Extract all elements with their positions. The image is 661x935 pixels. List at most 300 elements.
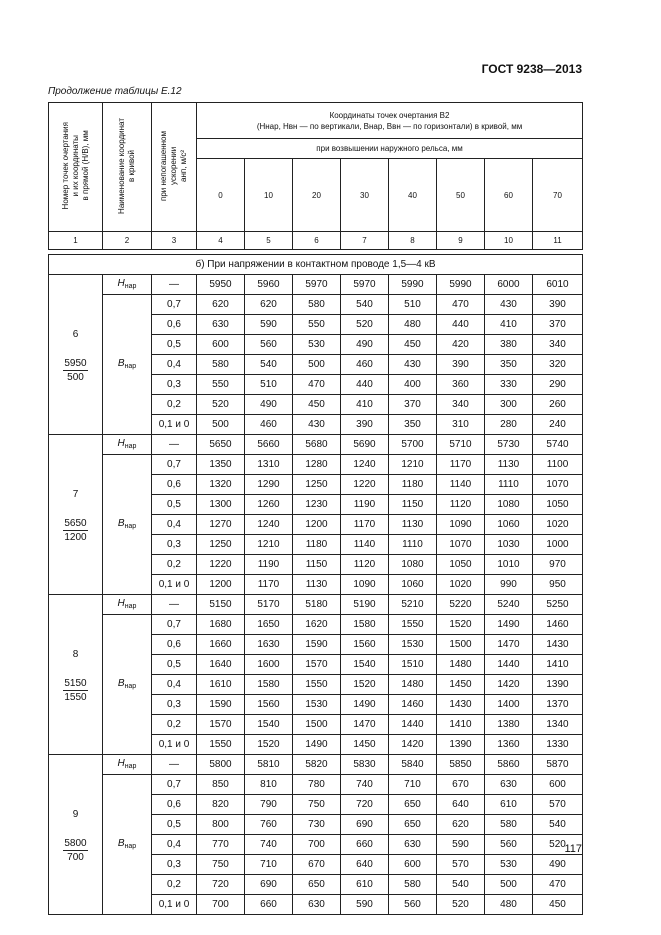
fraction-bottom: 1550 (64, 691, 87, 703)
b-value: 1350 (197, 455, 245, 475)
b-value: 700 (197, 895, 245, 915)
h-value: 5970 (341, 275, 389, 295)
point-number: 6 (72, 328, 79, 340)
b-value: 1200 (293, 515, 341, 535)
b-value: 1660 (197, 635, 245, 655)
b-value: 410 (341, 395, 389, 415)
b-subscript: нар (124, 682, 137, 690)
b-value: 1080 (485, 495, 533, 515)
b-value: 1470 (341, 715, 389, 735)
b-value: 430 (485, 295, 533, 315)
b-value: 1520 (341, 675, 389, 695)
b-value: 580 (389, 875, 437, 895)
h-value: 6010 (533, 275, 583, 295)
b-value: 990 (485, 575, 533, 595)
b-value: 560 (245, 335, 293, 355)
h-subscript: нар (124, 282, 137, 290)
standard-designation: ГОСТ 9238—2013 (481, 62, 582, 76)
b-value: 540 (245, 355, 293, 375)
section-title: б) При напряжении в контактном проводе 1,5—4 кВ (49, 255, 583, 275)
point-fraction (63, 518, 87, 543)
b-value: 530 (485, 855, 533, 875)
b-symbol: B (117, 517, 125, 529)
accel-value: 0,7 (152, 295, 197, 315)
fraction-top: 5650 (64, 517, 87, 529)
point-number-cell (49, 435, 103, 595)
b-value: 360 (437, 375, 485, 395)
accel-value: 0,5 (152, 815, 197, 835)
b-value: 1510 (389, 655, 437, 675)
fraction-bottom: 1200 (64, 531, 87, 543)
b-value: 1200 (197, 575, 245, 595)
b-value: 1470 (485, 635, 533, 655)
b-value: 690 (341, 815, 389, 835)
header-coord-name (103, 103, 152, 232)
b-value: 1340 (533, 715, 583, 735)
h-value: 5820 (293, 755, 341, 775)
b-value: 1140 (341, 535, 389, 555)
b-value: 1610 (197, 675, 245, 695)
b-value: 310 (437, 415, 485, 435)
b-value: 1590 (197, 695, 245, 715)
b-value: 380 (485, 335, 533, 355)
accel-value: 0,4 (152, 675, 197, 695)
b-value: 1110 (389, 535, 437, 555)
h-label (103, 595, 152, 615)
b-value: 1260 (245, 495, 293, 515)
b-label (103, 455, 152, 595)
h-row (49, 275, 583, 295)
b-value: 1420 (485, 675, 533, 695)
h-value: 5800 (197, 755, 245, 775)
b-value: 670 (293, 855, 341, 875)
b-value: 620 (245, 295, 293, 315)
b-value: 1490 (341, 695, 389, 715)
fraction-top: 5800 (64, 837, 87, 849)
b-value: 1490 (293, 735, 341, 755)
b-value: 330 (485, 375, 533, 395)
b-value: 660 (341, 835, 389, 855)
b-value: 720 (197, 875, 245, 895)
b-value: 660 (245, 895, 293, 915)
accel-value: 0,3 (152, 375, 197, 395)
h-subscript: нар (124, 762, 137, 770)
b-value: 690 (245, 875, 293, 895)
b-value: 1080 (389, 555, 437, 575)
point-number-cell (49, 275, 103, 435)
b-value: 500 (485, 875, 533, 895)
b-label (103, 615, 152, 755)
b-value: 1090 (437, 515, 485, 535)
b-value: 560 (485, 835, 533, 855)
b-subscript: нар (124, 362, 137, 370)
accel-value: 0,5 (152, 655, 197, 675)
b-value: 1170 (437, 455, 485, 475)
b-value: 550 (293, 315, 341, 335)
b-value: 1390 (533, 675, 583, 695)
b-value: 1250 (293, 475, 341, 495)
b-value: 1230 (293, 495, 341, 515)
b-value: 1460 (533, 615, 583, 635)
b-value: 1630 (245, 635, 293, 655)
b-value: 1000 (533, 535, 583, 555)
b-value: 1560 (341, 635, 389, 655)
b-value: 1550 (389, 615, 437, 635)
b-value: 390 (341, 415, 389, 435)
b-value: 710 (389, 775, 437, 795)
elevation-header: 60 (485, 159, 533, 232)
b-value: 500 (197, 415, 245, 435)
b-value: 1520 (437, 615, 485, 635)
accel-value: 0,3 (152, 695, 197, 715)
header-acceleration-top (152, 103, 197, 232)
b-value: 1590 (293, 635, 341, 655)
b-value: 350 (389, 415, 437, 435)
b-value: 1280 (293, 455, 341, 475)
b-value: 1070 (437, 535, 485, 555)
b-value: 1410 (437, 715, 485, 735)
b-value: 760 (245, 815, 293, 835)
b-value: 590 (341, 895, 389, 915)
fraction-top: 5950 (64, 357, 87, 369)
b-value: 490 (533, 855, 583, 875)
b-value: 1430 (437, 695, 485, 715)
b-value: 1120 (437, 495, 485, 515)
b-value: 1300 (197, 495, 245, 515)
accel-value: 0,4 (152, 835, 197, 855)
b-value: 1530 (293, 695, 341, 715)
b-value: 1650 (245, 615, 293, 635)
h-value: 6000 (485, 275, 533, 295)
b-value: 1120 (341, 555, 389, 575)
b-value: 480 (485, 895, 533, 915)
h-value: 5830 (341, 755, 389, 775)
b-value: 650 (389, 795, 437, 815)
b-value: 1290 (245, 475, 293, 495)
point-number: 8 (72, 648, 79, 660)
b-value: 410 (485, 315, 533, 335)
b-value: 630 (485, 775, 533, 795)
b-value: 1640 (197, 655, 245, 675)
b-value: 1180 (293, 535, 341, 555)
b-value: 1310 (245, 455, 293, 475)
b-value: 740 (341, 775, 389, 795)
b-value: 500 (293, 355, 341, 375)
elevation-header: 40 (389, 159, 437, 232)
accel-value: 0,5 (152, 335, 197, 355)
b-value: 1390 (437, 735, 485, 755)
b-value: 520 (341, 315, 389, 335)
point-number-cell (49, 595, 103, 755)
b-value: 750 (197, 855, 245, 875)
b-value: 580 (197, 355, 245, 375)
h-value: 5700 (389, 435, 437, 455)
b-value: 820 (197, 795, 245, 815)
b-value: 280 (485, 415, 533, 435)
h-value: 5850 (437, 755, 485, 775)
b-value: 1550 (197, 735, 245, 755)
b-value: 370 (533, 315, 583, 335)
b-symbol: B (117, 837, 125, 849)
column-number: 8 (389, 232, 437, 250)
coords-title-line1: Координаты точек очертания В2 (329, 110, 450, 120)
b-value: 610 (341, 875, 389, 895)
b-label (103, 295, 152, 435)
h-value: 5810 (245, 755, 293, 775)
b-value: 400 (389, 375, 437, 395)
b-value: 1530 (389, 635, 437, 655)
b-value: 630 (197, 315, 245, 335)
coordinates-table (48, 102, 583, 915)
b-value: 320 (533, 355, 583, 375)
b-value: 1250 (197, 535, 245, 555)
b-value: 700 (293, 835, 341, 855)
b-value: 780 (293, 775, 341, 795)
b-value: 1370 (533, 695, 583, 715)
b-value: 1580 (341, 615, 389, 635)
b-value: 1440 (485, 655, 533, 675)
h-accel: — (152, 595, 197, 615)
b-value: 1450 (437, 675, 485, 695)
column-number: 11 (533, 232, 583, 250)
b-value: 340 (437, 395, 485, 415)
h-value: 5990 (437, 275, 485, 295)
b-value: 1190 (245, 555, 293, 575)
accel-value: 0,2 (152, 555, 197, 575)
column-number: 5 (245, 232, 293, 250)
h-value: 5220 (437, 595, 485, 615)
h-value: 5970 (293, 275, 341, 295)
b-value: 560 (389, 895, 437, 915)
b-value: 770 (197, 835, 245, 855)
b-value: 260 (533, 395, 583, 415)
h-value: 5990 (389, 275, 437, 295)
b-value: 800 (197, 815, 245, 835)
b-value: 670 (437, 775, 485, 795)
h-value: 5860 (485, 755, 533, 775)
h-row (49, 435, 583, 455)
header-coords-title (197, 103, 583, 139)
page-number: 117 (564, 843, 582, 855)
h-row (49, 595, 583, 615)
b-value: 1010 (485, 555, 533, 575)
h-value: 5710 (437, 435, 485, 455)
b-row (49, 775, 583, 795)
b-value: 1180 (389, 475, 437, 495)
accel-value: 0,3 (152, 535, 197, 555)
b-value: 1460 (389, 695, 437, 715)
b-value: 1420 (389, 735, 437, 755)
b-value: 540 (533, 815, 583, 835)
accel-value: 0,5 (152, 495, 197, 515)
h-value: 5150 (197, 595, 245, 615)
b-value: 730 (293, 815, 341, 835)
fraction-bottom: 500 (67, 371, 84, 383)
b-value: 1060 (485, 515, 533, 535)
b-value: 450 (389, 335, 437, 355)
b-value: 1410 (533, 655, 583, 675)
header-elevation-title: при возвышении наружного рельса, мм (197, 139, 583, 159)
b-value: 1540 (341, 655, 389, 675)
b-value: 1130 (293, 575, 341, 595)
elevation-header: 20 (293, 159, 341, 232)
b-value: 580 (293, 295, 341, 315)
b-value: 570 (437, 855, 485, 875)
b-value: 620 (437, 815, 485, 835)
b-value: 1150 (293, 555, 341, 575)
b-value: 490 (245, 395, 293, 415)
b-value: 640 (341, 855, 389, 875)
h-symbol: H (117, 757, 125, 769)
h-value: 5190 (341, 595, 389, 615)
b-value: 1580 (245, 675, 293, 695)
elevation-header: 50 (437, 159, 485, 232)
h-subscript: нар (124, 442, 137, 450)
b-value: 1210 (245, 535, 293, 555)
b-value: 1270 (197, 515, 245, 535)
accel-value: 0,1 и 0 (152, 575, 197, 595)
h-symbol: H (117, 277, 125, 289)
b-value: 600 (533, 775, 583, 795)
b-value: 1480 (437, 655, 485, 675)
accel-value: 0,7 (152, 775, 197, 795)
b-value: 1560 (245, 695, 293, 715)
b-value: 290 (533, 375, 583, 395)
b-value: 460 (245, 415, 293, 435)
h-value: 5250 (533, 595, 583, 615)
fraction-top: 5150 (64, 677, 87, 689)
column-number: 2 (103, 232, 152, 250)
b-value: 350 (485, 355, 533, 375)
b-value: 1520 (245, 735, 293, 755)
b-value: 1240 (245, 515, 293, 535)
b-value: 1020 (533, 515, 583, 535)
coords-title-line2: (Hнар, Hвн — по вертикали, Bнар, Bвн — по горизонтали) в кривой, мм (256, 121, 523, 131)
b-value: 430 (293, 415, 341, 435)
b-value: 1570 (197, 715, 245, 735)
b-value: 590 (245, 315, 293, 335)
b-value: 1130 (485, 455, 533, 475)
b-value: 610 (485, 795, 533, 815)
b-value: 1110 (485, 475, 533, 495)
accel-value: 0,2 (152, 875, 197, 895)
b-value: 480 (389, 315, 437, 335)
b-value: 1190 (341, 495, 389, 515)
elevation-header: 70 (533, 159, 583, 232)
b-value: 810 (245, 775, 293, 795)
h-value: 5240 (485, 595, 533, 615)
b-value: 450 (293, 395, 341, 415)
b-value: 1680 (197, 615, 245, 635)
b-value: 470 (293, 375, 341, 395)
b-value: 1030 (485, 535, 533, 555)
elevation-header: 30 (341, 159, 389, 232)
point-number-cell (49, 755, 103, 915)
h-value: 5680 (293, 435, 341, 455)
b-symbol: B (117, 677, 125, 689)
point-number: 9 (72, 808, 79, 820)
h-row (49, 755, 583, 775)
accel-value: 0,1 и 0 (152, 895, 197, 915)
column-number: 6 (293, 232, 341, 250)
h-label (103, 275, 152, 295)
column-number: 7 (341, 232, 389, 250)
b-value: 370 (389, 395, 437, 415)
accel-value: 0,7 (152, 615, 197, 635)
b-value: 340 (533, 335, 583, 355)
b-value: 1070 (533, 475, 583, 495)
h-value: 5660 (245, 435, 293, 455)
column-number: 10 (485, 232, 533, 250)
accel-value: 0,6 (152, 315, 197, 335)
b-value: 450 (533, 895, 583, 915)
b-value: 580 (485, 815, 533, 835)
header-point-number (49, 103, 103, 232)
b-value: 630 (389, 835, 437, 855)
b-value: 790 (245, 795, 293, 815)
header-acceleration-text: при непогашенном ускорении aнп, м/с² (159, 130, 188, 201)
b-value: 600 (389, 855, 437, 875)
b-value: 1220 (197, 555, 245, 575)
b-value: 590 (437, 835, 485, 855)
b-value: 740 (245, 835, 293, 855)
b-value: 1170 (245, 575, 293, 595)
b-value: 650 (389, 815, 437, 835)
b-value: 1400 (485, 695, 533, 715)
accel-value: 0,1 и 0 (152, 415, 197, 435)
b-value: 1330 (533, 735, 583, 755)
elevation-header: 10 (245, 159, 293, 232)
b-value: 440 (341, 375, 389, 395)
fraction-bottom: 700 (67, 851, 84, 863)
header-point-number-text: Номер точек очертания и их координаты в прямой (H/B), мм (60, 121, 90, 210)
b-value: 540 (341, 295, 389, 315)
h-value: 5730 (485, 435, 533, 455)
b-row (49, 295, 583, 315)
accel-value: 0,6 (152, 635, 197, 655)
b-value: 1480 (389, 675, 437, 695)
b-value: 1100 (533, 455, 583, 475)
b-value: 390 (437, 355, 485, 375)
b-row (49, 455, 583, 475)
b-value: 1570 (293, 655, 341, 675)
h-value: 5950 (197, 275, 245, 295)
h-value: 5840 (389, 755, 437, 775)
h-symbol: H (117, 597, 125, 609)
b-value: 970 (533, 555, 583, 575)
b-value: 1380 (485, 715, 533, 735)
h-symbol: H (117, 437, 125, 449)
b-value: 1060 (389, 575, 437, 595)
b-value: 540 (437, 875, 485, 895)
b-value: 1500 (293, 715, 341, 735)
b-value: 950 (533, 575, 583, 595)
b-value: 1050 (437, 555, 485, 575)
b-value: 1490 (485, 615, 533, 635)
point-number: 7 (72, 488, 79, 500)
b-value: 510 (245, 375, 293, 395)
b-label (103, 775, 152, 915)
column-number: 3 (152, 232, 197, 250)
h-label (103, 755, 152, 775)
b-subscript: нар (124, 842, 137, 850)
b-value: 850 (197, 775, 245, 795)
b-value: 240 (533, 415, 583, 435)
table-caption: Продолжение таблицы Е.12 (48, 86, 182, 97)
elevation-header: 0 (197, 159, 245, 232)
point-fraction (63, 838, 87, 863)
b-value: 430 (389, 355, 437, 375)
